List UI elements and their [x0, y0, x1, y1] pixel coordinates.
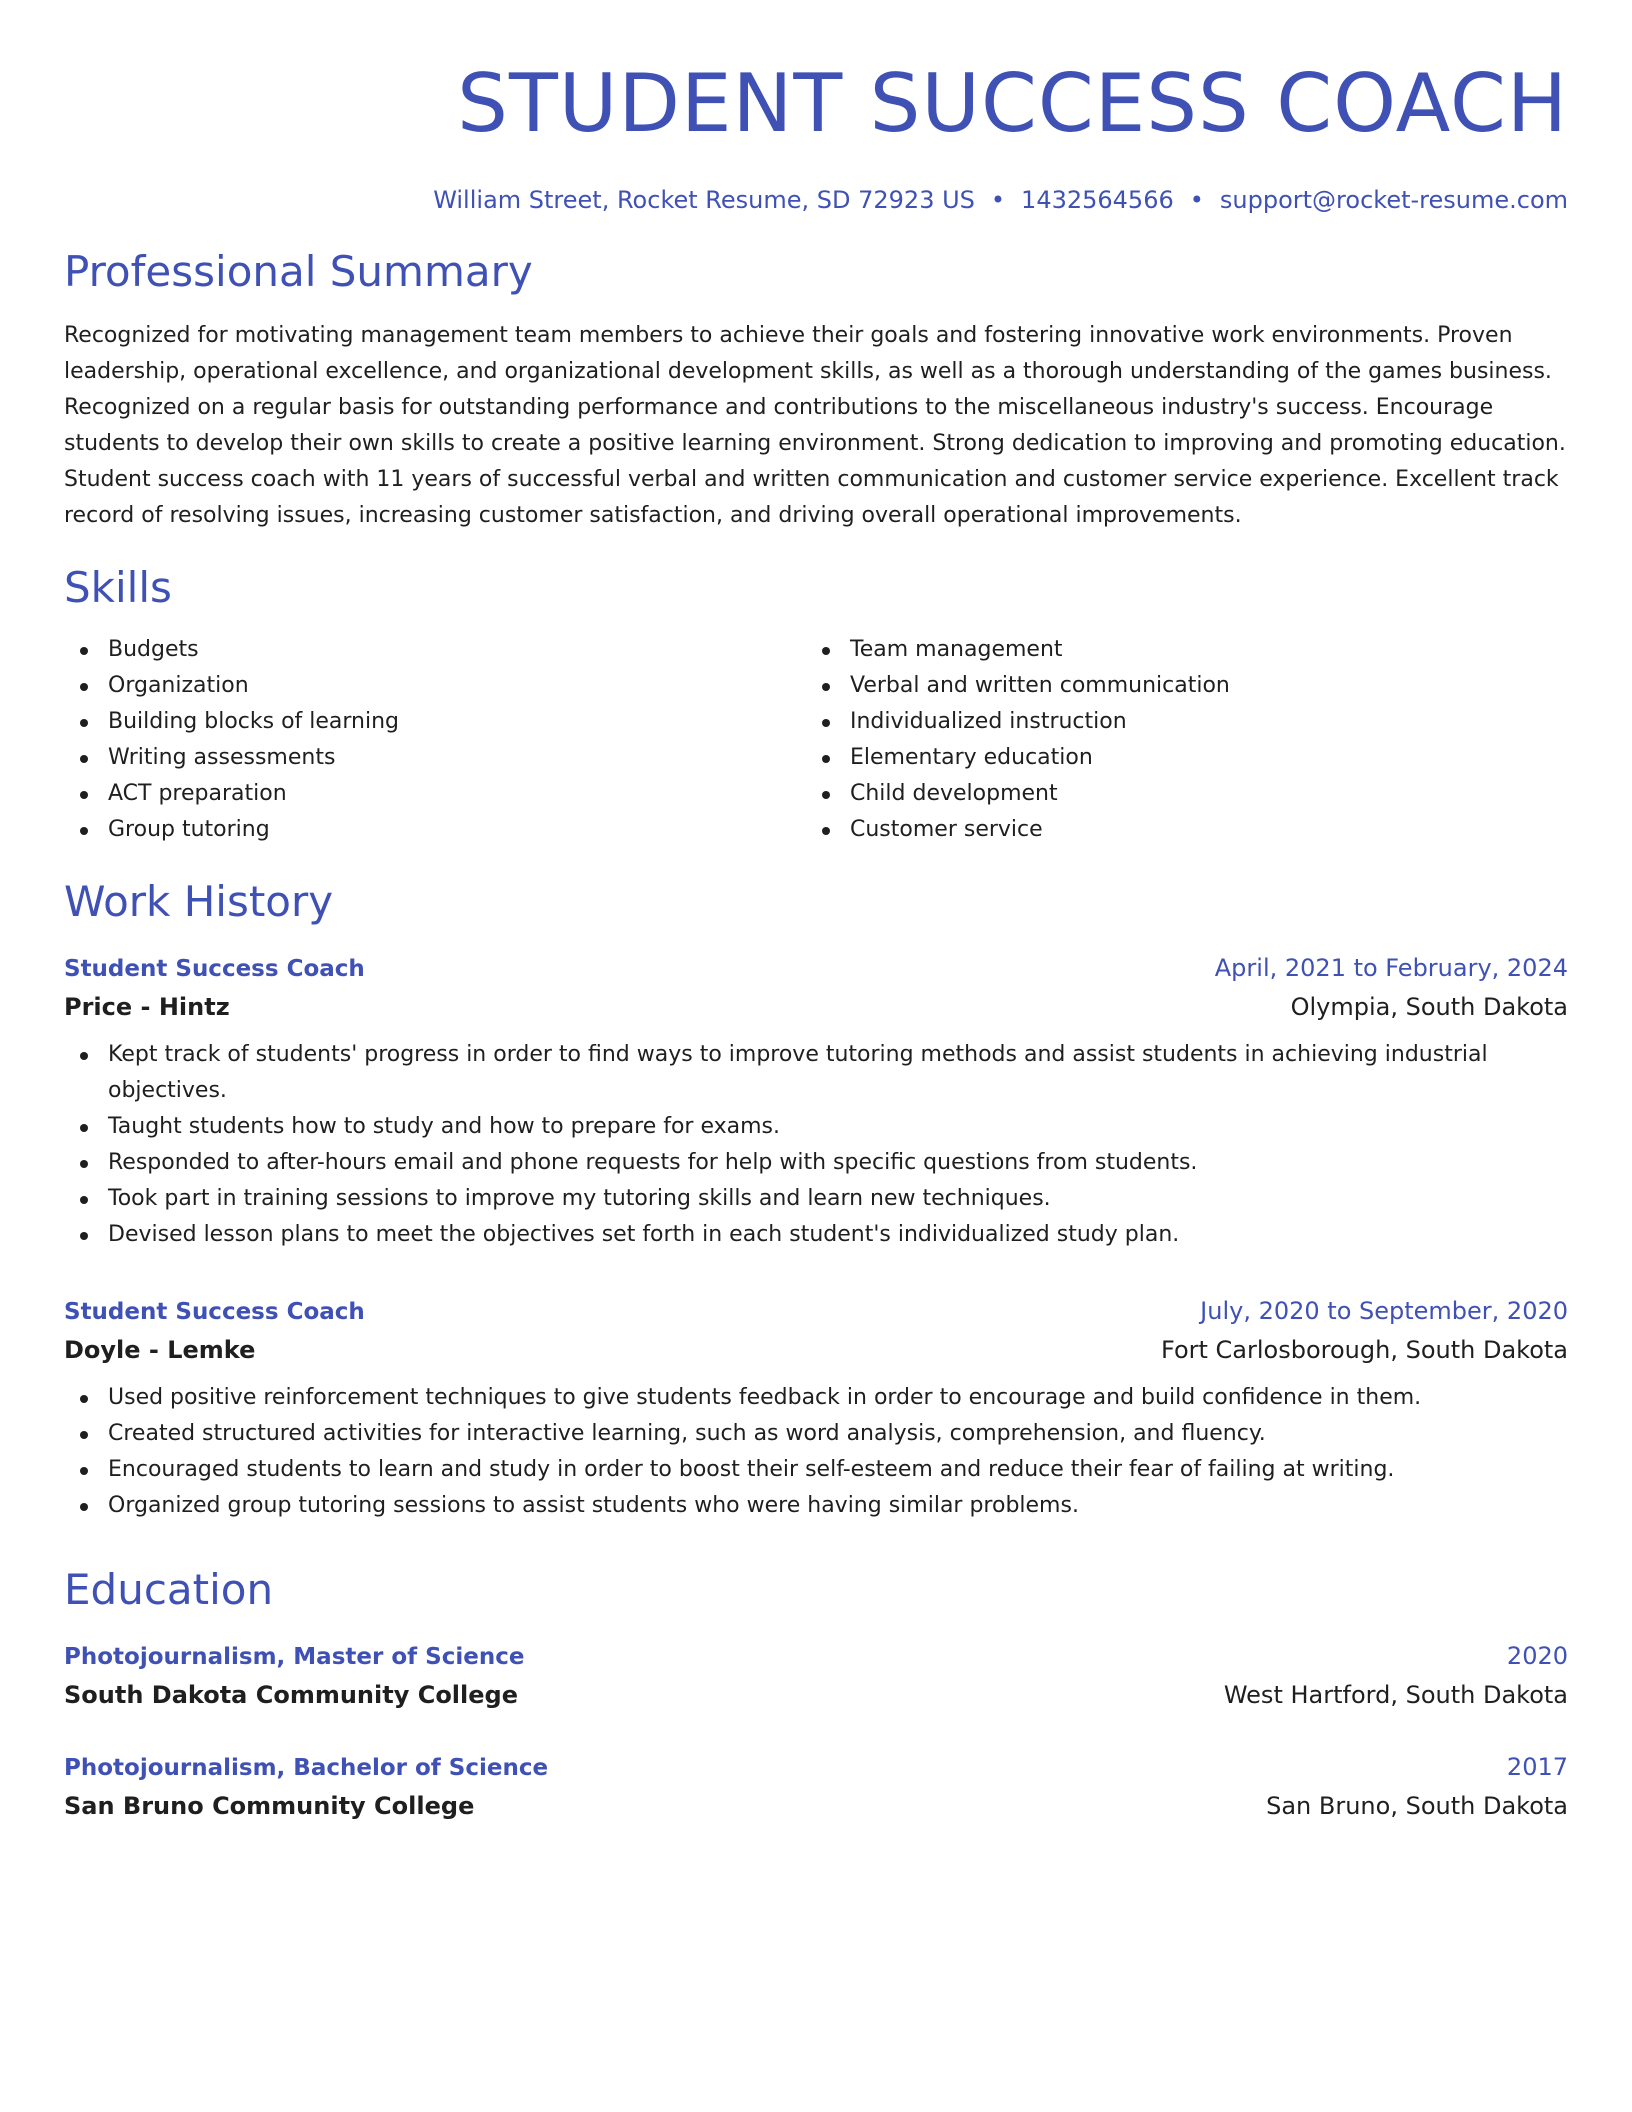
skill-item: ACT preparation — [64, 776, 806, 812]
job-company: Price - Hintz — [64, 993, 230, 1021]
job-header-row — [64, 950, 1568, 987]
skill-item: Team management — [806, 632, 1548, 668]
education-location: West Hartford, South Dakota — [1223, 1681, 1568, 1709]
contact-line — [64, 184, 1568, 216]
work-history-heading: Work History — [64, 877, 334, 926]
job-entry — [64, 950, 1568, 1253]
skill-item: Organization — [64, 668, 806, 704]
contact-phone: 1432564566 — [1021, 186, 1174, 214]
job-company: Doyle - Lemke — [64, 1336, 256, 1364]
education-year: 2017 — [1506, 1753, 1568, 1781]
skills-heading: Skills — [64, 563, 172, 612]
skill-item: Budgets — [64, 632, 806, 668]
job-entry — [64, 1293, 1568, 1524]
job-bullet: Taught students how to study and how to prepare for exams. — [64, 1109, 1568, 1145]
education-school: South Dakota Community College — [64, 1681, 518, 1709]
job-title: Student Success Coach — [64, 1299, 365, 1325]
education-school: San Bruno Community College — [64, 1792, 475, 1820]
education-location: San Bruno, South Dakota — [1266, 1792, 1568, 1820]
skill-item: Customer service — [806, 812, 1548, 848]
job-company-row — [64, 987, 1568, 1027]
education-entry — [64, 1749, 1568, 1826]
skill-item: Building blocks of learning — [64, 704, 806, 740]
education-header-row — [64, 1749, 1568, 1786]
contact-separator: • — [990, 186, 1006, 214]
job-title: Student Success Coach — [64, 956, 365, 982]
job-location: Olympia, South Dakota — [1290, 993, 1568, 1021]
education-school-row — [64, 1675, 1568, 1715]
education-degree: Photojournalism, Master of Science — [64, 1644, 525, 1670]
education-heading: Education — [64, 1565, 274, 1614]
job-dates: April, 2021 to February, 2024 — [1214, 954, 1568, 982]
job-dates: July, 2020 to September, 2020 — [1200, 1297, 1568, 1325]
skill-item: Group tutoring — [64, 812, 806, 848]
skills-column-right — [806, 632, 1548, 848]
education-year: 2020 — [1506, 1642, 1568, 1670]
contact-email[interactable]: support@rocket-resume.com — [1219, 186, 1568, 214]
job-bullet: Organized group tutoring sessions to assist students who were having similar problems. — [64, 1488, 1568, 1524]
skill-item: Individualized instruction — [806, 704, 1548, 740]
resume-name: STUDENT SUCCESS COACH — [457, 57, 1568, 150]
job-company-row — [64, 1330, 1568, 1370]
skill-item: Child development — [806, 776, 1548, 812]
skills-column-left — [64, 632, 806, 848]
job-bullet: Used positive reinforcement techniques to give students feedback in order to encourage and build confidence in them. — [64, 1380, 1568, 1416]
education-header-row — [64, 1638, 1568, 1675]
job-bullet: Encouraged students to learn and study in order to boost their self-esteem and reduce their fear of failing at writing. — [64, 1452, 1568, 1488]
resume-page — [64, 0, 1568, 1826]
job-bullet: Took part in training sessions to improve my tutoring skills and learn new techniques. — [64, 1181, 1568, 1217]
education-degree: Photojournalism, Bachelor of Science — [64, 1755, 549, 1781]
contact-separator: • — [1189, 186, 1204, 214]
skills-list — [64, 632, 1568, 848]
job-location: Fort Carlosborough, South Dakota — [1161, 1336, 1568, 1364]
education-entry — [64, 1638, 1568, 1715]
job-header-row — [64, 1293, 1568, 1330]
contact-address: William Street, Rocket Resume, SD 72923 US — [433, 186, 975, 214]
skill-item: Writing assessments — [64, 740, 806, 776]
skill-item: Elementary education — [806, 740, 1548, 776]
job-bullets — [64, 1380, 1568, 1524]
skill-item: Verbal and written communication — [806, 668, 1548, 704]
job-bullet: Created structured activities for interactive learning, such as word analysis, comprehension, and fluency. — [64, 1416, 1568, 1452]
summary-heading: Professional Summary — [64, 247, 533, 296]
job-bullet: Kept track of students' progress in order to find ways to improve tutoring methods and assist students in achieving industrial objectives. — [64, 1037, 1568, 1109]
job-bullets — [64, 1037, 1568, 1253]
summary-text: Recognized for motivating management team members to achieve their goals and fostering innovative work environments. Proven leadership, operational excellence, and organizational development skills, as well as a thorough understanding of the games business. Recognized on a regular basis for outstanding performance and contributions to the miscellaneous industry's success. Encourage students to develop their own skills to create a positive learning environment. Strong dedication to improving and promoting education. Student success coach with 11 years of successful verbal and written communication and customer service experience. Excellent track record of resolving issues, increasing customer satisfaction, and driving overall operational improvements. — [64, 323, 1566, 528]
job-bullet: Responded to after-hours email and phone requests for help with specific questions from students. — [64, 1145, 1568, 1181]
job-bullet: Devised lesson plans to meet the objectives set forth in each student's individualized study plan. — [64, 1217, 1568, 1253]
education-school-row — [64, 1786, 1568, 1826]
